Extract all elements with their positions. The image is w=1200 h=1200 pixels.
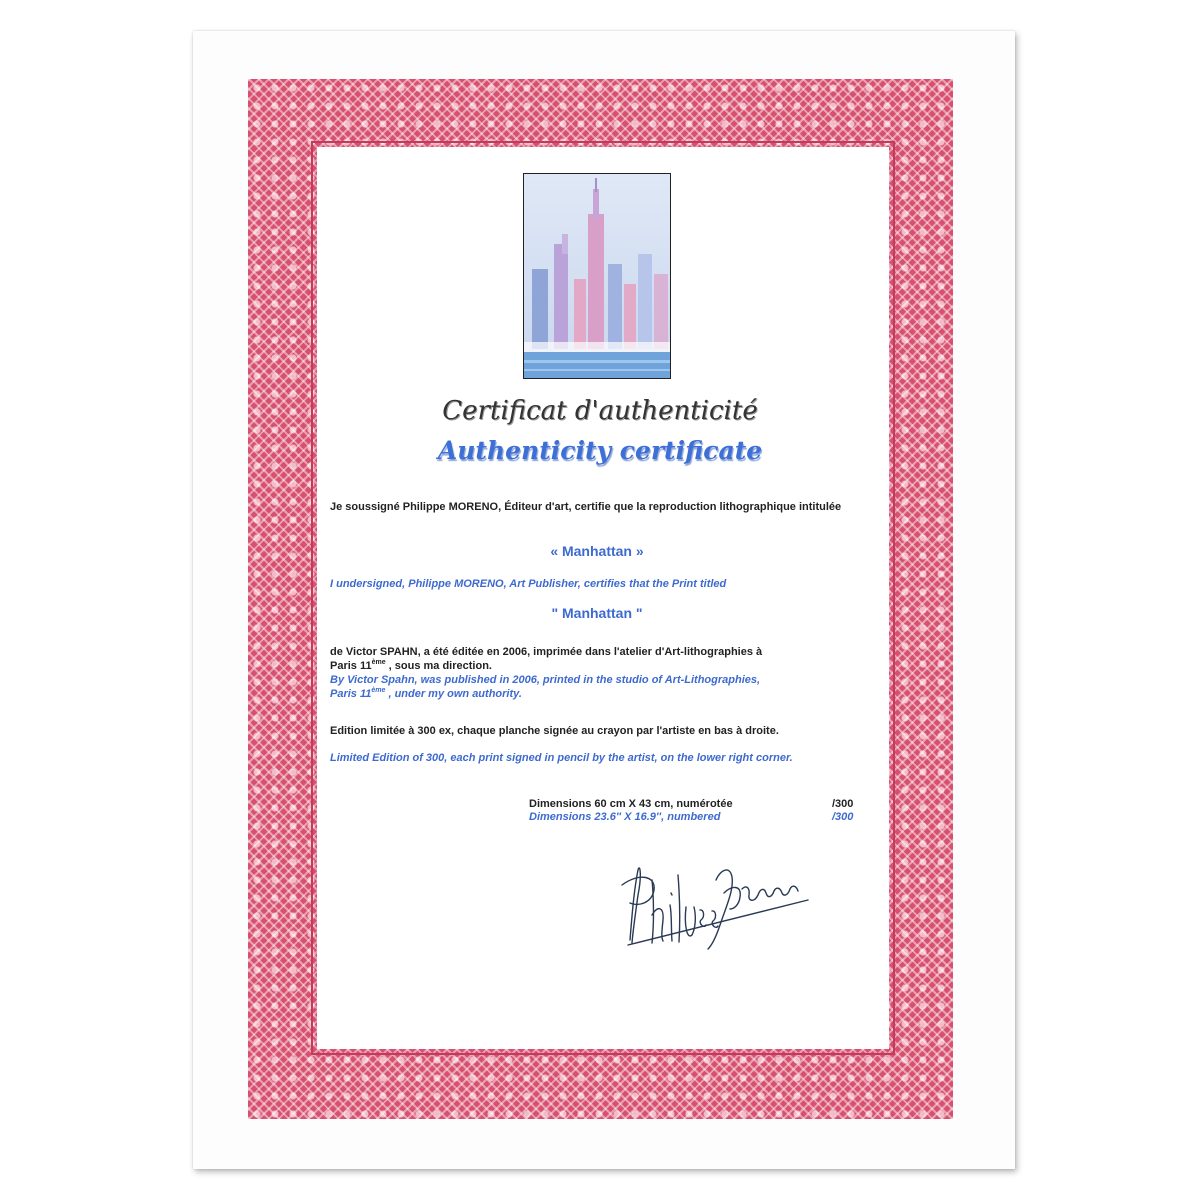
origin-french-rest: , sous ma direction. xyxy=(385,660,492,672)
dimensions-french-count: /300 xyxy=(832,798,854,810)
origin-french-line-1: de Victor SPAHN, a été éditée en 2006, imprimée dans l'atelier d'Art-lithographies à xyxy=(330,646,763,658)
signature xyxy=(608,845,818,955)
origin-french xyxy=(330,645,864,673)
origin-english xyxy=(330,673,864,701)
origin-french-line-2 xyxy=(330,659,864,673)
origin-english-line-1: By Victor Spahn, was published in 2006, printed in the studio of Art-Lithographies, xyxy=(330,674,761,686)
origin-french-ordinal: ème xyxy=(371,659,386,666)
edition-french: Edition limitée à 300 ex, chaque planche signée au crayon par l'artiste en bas à droite. xyxy=(330,725,779,737)
intro-english: I undersigned, Philippe MORENO, Art Publisher, certifies that the Print titled xyxy=(330,578,727,590)
origin-english-city: Paris 11 xyxy=(330,688,372,700)
dimensions-english-count: /300 xyxy=(832,811,854,823)
artwork-thumbnail xyxy=(523,173,671,379)
origin-english-rest: , under my own authority. xyxy=(385,688,522,700)
title-french: Certificat d'authenticité xyxy=(442,396,758,426)
dimensions-french: Dimensions 60 cm X 43 cm, numérotée xyxy=(529,798,733,810)
work-title-french: « Manhattan » xyxy=(550,543,644,559)
dimensions-english: Dimensions 23.6'' X 16.9'', numbered xyxy=(529,811,721,823)
edition-english: Limited Edition of 300, each print signed in pencil by the artist, on the lower right corner. xyxy=(330,752,793,764)
origin-english-line-2 xyxy=(330,687,864,701)
title-english: Authenticity certificate xyxy=(437,436,763,465)
work-title-english: " Manhattan " xyxy=(551,605,643,621)
origin-english-ordinal: ème xyxy=(371,687,386,694)
intro-french: Je soussigné Philippe MORENO, Éditeur d'art, certifie que la reproduction lithographique intitulée xyxy=(330,501,842,513)
origin-french-city: Paris 11 xyxy=(330,660,372,672)
